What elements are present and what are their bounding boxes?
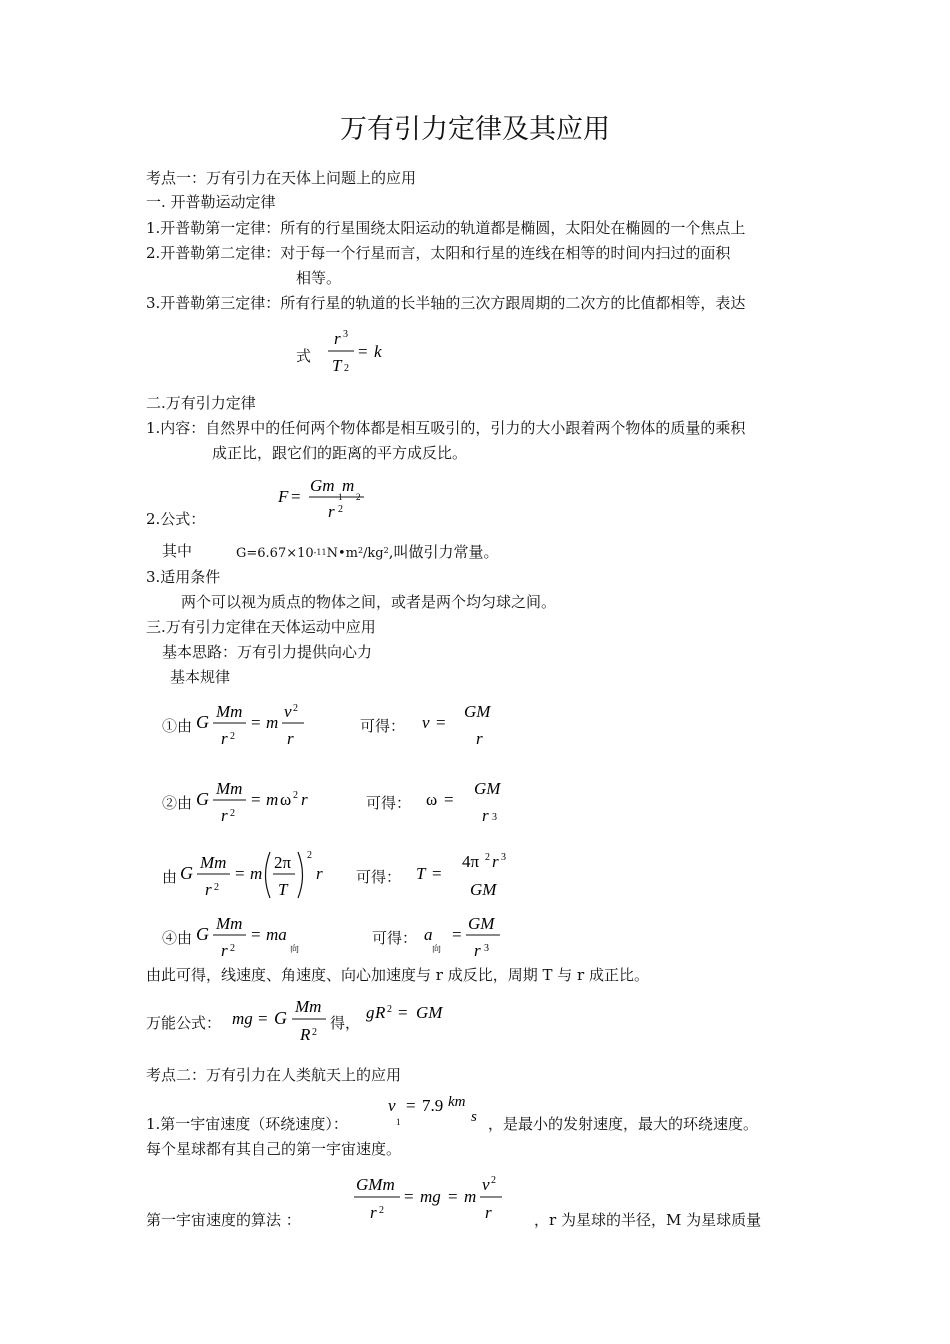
universal-mid: 得， xyxy=(330,1014,361,1032)
f3-result xyxy=(412,848,522,904)
univ-mg: mg xyxy=(232,1009,253,1028)
algo-r2: r xyxy=(485,1203,492,1222)
f4-res-GM: GM xyxy=(468,914,495,933)
basic-idea: 基本思路：万有引力提供向心力 xyxy=(162,643,373,661)
f3-Mm: Mm xyxy=(200,853,227,872)
f2-r: r xyxy=(221,806,228,825)
algo-v: v xyxy=(482,1175,490,1194)
g-unit: N•m xyxy=(326,546,358,561)
algo-v-exp: 2 xyxy=(491,1175,496,1186)
f2-eq: = xyxy=(251,790,261,809)
sec2-heading: 二.万有引力定律 xyxy=(146,394,256,412)
formula-Gm: Gm xyxy=(310,476,335,495)
g-unit2-sup: 2 xyxy=(383,546,389,555)
algo-r: r xyxy=(370,1203,377,1222)
f2-result-label: 可得： xyxy=(366,794,412,812)
f4-r-exp: 2 xyxy=(230,943,235,954)
f4-ma: ma xyxy=(266,925,287,944)
kepler-denominator: T xyxy=(332,356,342,375)
conditions-heading: 3.适用条件 xyxy=(146,568,221,586)
conditions-text: 两个可以视为质点的物体之间，或者是两个均匀球之间。 xyxy=(181,593,557,611)
f2-omega: ω xyxy=(280,790,292,809)
universal-label: 万能公式： xyxy=(146,1014,222,1032)
kepler-denominator-exp: 2 xyxy=(344,363,349,374)
f1-v-exp: 2 xyxy=(293,703,298,714)
kepler-law-3-word: 式 xyxy=(296,347,312,365)
f4-res-r-exp: 3 xyxy=(484,943,489,954)
f4-res-r: r xyxy=(474,941,481,960)
g-constant-prefix: 其中 xyxy=(162,542,193,560)
univ-R: R xyxy=(300,1025,311,1044)
formula-r: r xyxy=(328,502,335,521)
f4-result-label: 可得： xyxy=(372,929,418,947)
f2-res-omega: ω xyxy=(426,790,438,809)
page-title: 万有引力定律及其应用 xyxy=(340,114,610,145)
f4-sub-xiang: 向 xyxy=(290,944,300,954)
kepler-law-2-cont: 相等。 xyxy=(296,269,342,287)
f3-m: m xyxy=(250,864,263,883)
sec1-heading: 一. 开普勒运动定律 xyxy=(146,193,276,211)
f1-result-label: 可得： xyxy=(360,717,406,735)
algo-mg: mg xyxy=(420,1187,441,1206)
algo-m: m xyxy=(464,1187,477,1206)
univ-res-R: R xyxy=(375,1003,386,1022)
univ-res-exp: 2 xyxy=(387,1004,392,1015)
fs-value: 7.9 xyxy=(422,1096,444,1115)
algo-label: 第一宇宙速度的算法 ： xyxy=(146,1211,301,1229)
g-suffix: ,叫做引力常量。 xyxy=(388,543,499,561)
univ-R-exp: 2 xyxy=(312,1027,317,1038)
f2-m: m xyxy=(266,790,279,809)
gravitation-content-cont: 成正比，跟它们的距离的平方成反比。 xyxy=(212,444,468,462)
f4-res-eq: = xyxy=(452,925,462,944)
fs-v: v xyxy=(388,1096,396,1115)
kepler-law-1: 1.开普勒第一定律：所有的行星围绕太阳运动的轨道都是椭圆，太阳处在椭圆的一个焦点上 xyxy=(146,219,746,237)
first-speed-formula xyxy=(386,1093,486,1133)
f2-res-eq: = xyxy=(444,790,454,809)
f2-r2: r xyxy=(301,790,308,809)
f1-res-r: r xyxy=(476,729,483,748)
f3-res-r-exp: 3 xyxy=(501,852,506,863)
algo-eq2: = xyxy=(448,1187,458,1206)
univ-res-GM: GM xyxy=(416,1003,443,1022)
f2-G: G xyxy=(196,789,209,809)
universal-result xyxy=(364,998,454,1028)
f2-omega-exp: 2 xyxy=(293,790,298,801)
f3-G: G xyxy=(180,863,193,883)
f3-paren-exp: 2 xyxy=(307,850,312,861)
f1-r: r xyxy=(221,729,228,748)
algo-eq1: = xyxy=(404,1187,414,1206)
f1-v: v xyxy=(284,702,292,721)
f4-G: G xyxy=(196,924,209,944)
point1-heading: 考点一：万有引力在天体上问题上的应用 xyxy=(146,169,417,187)
f4-result xyxy=(422,910,512,962)
formula-F: F xyxy=(278,487,289,506)
formula-m: m xyxy=(342,476,355,495)
f3-res-r: r xyxy=(492,852,499,871)
f1-G: G xyxy=(196,712,209,732)
f4-Mm: Mm xyxy=(216,914,243,933)
f2-formula xyxy=(196,775,326,827)
f1-res-v: v xyxy=(422,713,430,732)
f2-res-r-exp: 3 xyxy=(492,812,497,823)
f1-m: m xyxy=(266,713,279,732)
f3-result-label: 可得： xyxy=(356,868,402,886)
f1-eq: = xyxy=(251,713,261,732)
formula-sub2: 2 xyxy=(356,492,361,502)
univ-eq: = xyxy=(258,1009,268,1028)
kepler-eq: = xyxy=(358,342,368,361)
kepler-numerator-exp: 3 xyxy=(343,329,348,340)
f2-Mm: Mm xyxy=(216,779,243,798)
algo-GMm: GMm xyxy=(356,1175,395,1194)
formula-eq: = xyxy=(291,487,301,506)
fs-eq: = xyxy=(406,1096,416,1115)
f4-eq: = xyxy=(251,925,261,944)
g-unit-sup: 2 xyxy=(357,546,364,555)
gravitation-formula xyxy=(276,474,376,522)
point2-heading: 考点二：万有引力在人类航天上的应用 xyxy=(146,1066,402,1084)
basic-rules: 基本规律 xyxy=(170,668,231,686)
f4-formula xyxy=(196,910,316,962)
g-value: G=6.67×10 xyxy=(236,546,314,561)
univ-Mm: Mm xyxy=(295,997,322,1016)
f2-result xyxy=(424,775,514,827)
f3-r2: r xyxy=(316,864,323,883)
kepler-k: k xyxy=(374,342,382,361)
kepler-numerator: r xyxy=(334,329,341,348)
algo-formula xyxy=(352,1170,512,1224)
algo-r-exp: 2 xyxy=(379,1205,384,1216)
univ-res-g: g xyxy=(366,1003,375,1022)
univ-res-eq: = xyxy=(398,1003,408,1022)
g-constant xyxy=(236,541,499,564)
fs-s: s xyxy=(471,1109,477,1125)
f1-Mm: Mm xyxy=(216,702,243,721)
f3-res-GM: GM xyxy=(470,880,497,899)
f1-r-exp: 2 xyxy=(230,731,235,742)
f3-r: r xyxy=(205,880,212,899)
conclusion: 由此可得，线速度、角速度、向心加速度与 r 成反比，周期 T 与 r 成正比。 xyxy=(146,966,649,984)
kepler-law-3: 3.开普勒第三定律：所有行星的轨道的长半轴的三次方跟周期的二次方的比值都相等，表达 xyxy=(146,294,746,312)
f2-res-GM: GM xyxy=(474,779,501,798)
f4-r: r xyxy=(221,941,228,960)
f2-res-r: r xyxy=(482,806,489,825)
f3-res-4pi: 4π xyxy=(462,852,480,871)
univ-G: G xyxy=(274,1008,287,1028)
f3-2pi: 2π xyxy=(274,853,292,872)
formula-label: 2.公式： xyxy=(146,510,206,528)
kepler-law-2: 2.开普勒第二定律：对于每一个行星而言，太阳和行星的连线在相等的时间内扫过的面积 xyxy=(146,244,731,262)
f3-res-eq: = xyxy=(432,864,442,883)
f2-prefix: ②由 xyxy=(162,794,193,812)
f2-r-exp: 2 xyxy=(230,808,235,819)
universal-formula xyxy=(230,992,340,1046)
first-speed-desc: ，是最小的发射速度，最大的环绕速度。 xyxy=(488,1115,759,1133)
f3-formula xyxy=(180,848,330,904)
g-exp: -11 xyxy=(313,548,327,557)
f3-r-exp: 2 xyxy=(214,882,219,893)
f3-res-pi-exp: 2 xyxy=(485,852,490,863)
f1-prefix: ①由 xyxy=(162,717,193,735)
f3-T: T xyxy=(278,880,288,899)
f4-res-a: a xyxy=(424,925,433,944)
f4-res-sub: 向 xyxy=(432,944,442,954)
fs-sub1: 1 xyxy=(396,1117,401,1127)
formula-sub1: 1 xyxy=(338,492,343,502)
fs-km: km xyxy=(448,1094,466,1110)
g-unit2: /kg xyxy=(363,546,384,561)
kepler-third-formula xyxy=(326,328,396,376)
formula-r-exp: 2 xyxy=(338,504,343,515)
f3-eq: = xyxy=(235,864,245,883)
algo-desc: ，r 为星球的半径，M 为星球质量 xyxy=(534,1211,762,1229)
gravitation-content: 1.内容：自然界中的任何两个物体都是相互吸引的，引力的大小跟着两个物体的质量的乘积 xyxy=(146,419,746,437)
f4-prefix: ④由 xyxy=(162,929,193,947)
sec3-heading: 三.万有引力定律在天体运动中应用 xyxy=(146,618,376,636)
f3-prefix: 由 xyxy=(162,868,178,886)
f1-result xyxy=(418,698,508,750)
f3-res-T: T xyxy=(416,864,426,883)
f1-formula xyxy=(196,698,316,750)
f1-res-GM: GM xyxy=(464,702,491,721)
first-speed-note: 每个星球都有其自己的第一宇宙速度。 xyxy=(146,1140,402,1158)
f1-res-eq: = xyxy=(436,713,446,732)
f1-r2: r xyxy=(287,729,294,748)
first-speed-label: 1.第一宇宙速度（环绕速度）： xyxy=(146,1115,348,1133)
